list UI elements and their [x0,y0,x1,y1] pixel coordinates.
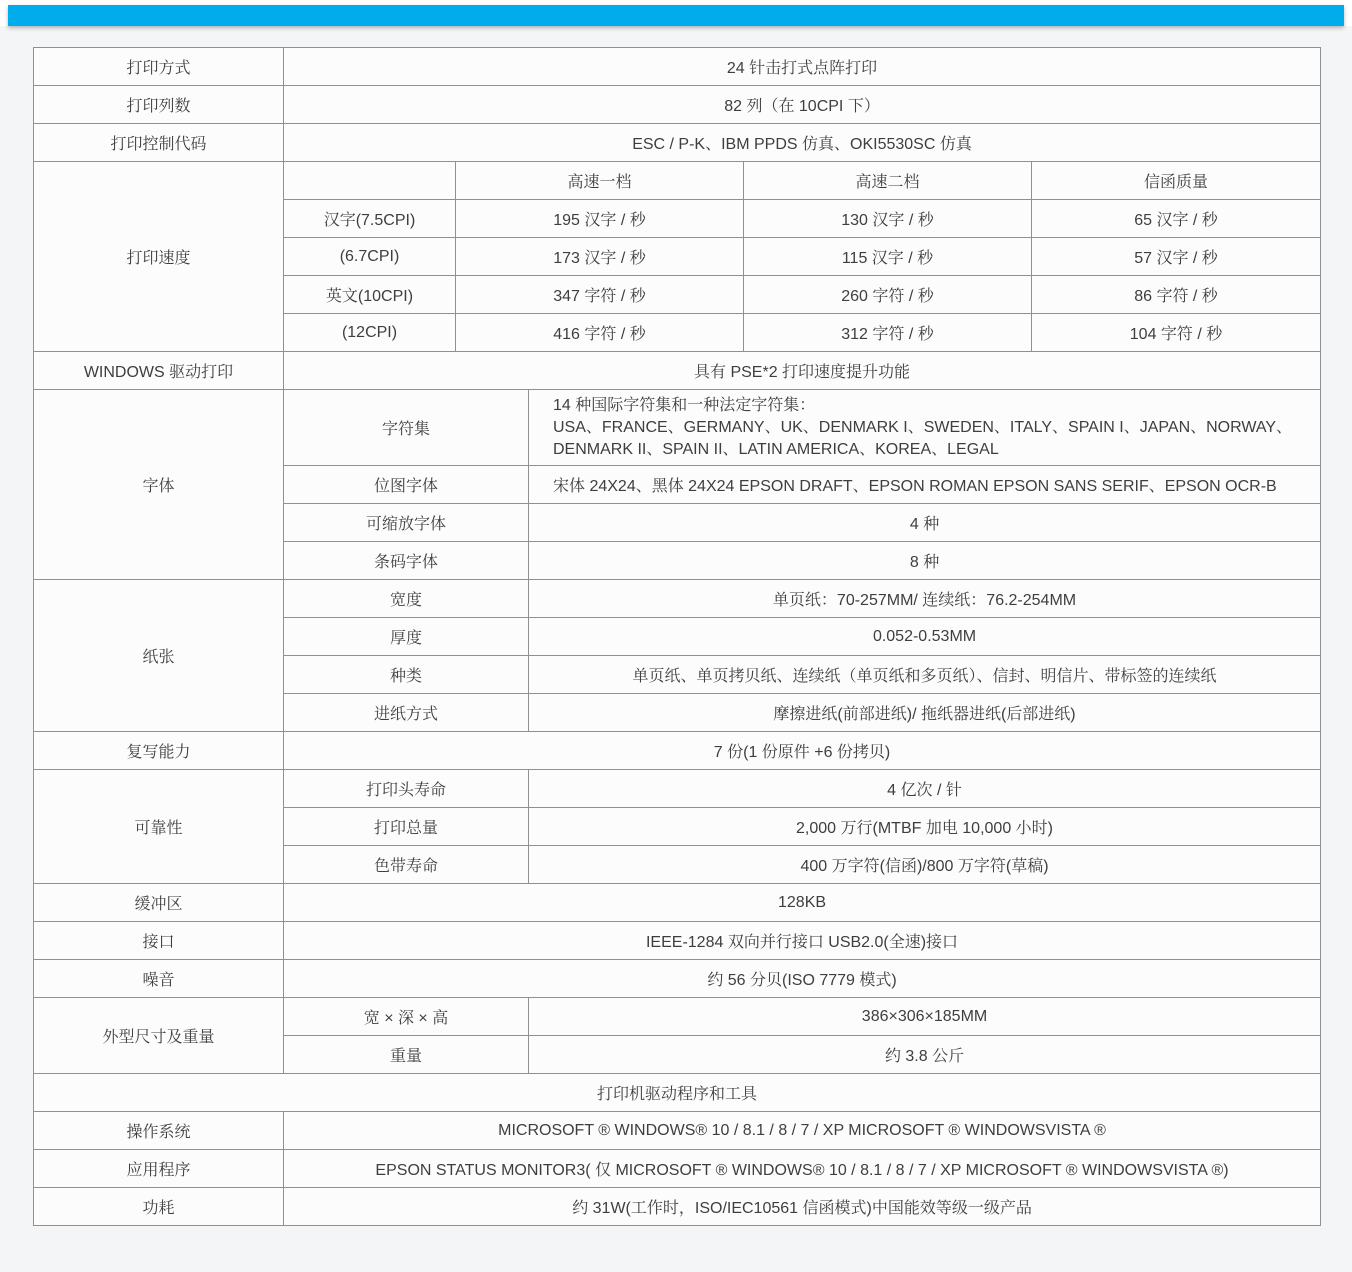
speed-sublabel-cn67: (6.7CPI) [284,238,456,276]
value-head-life: 4 亿次 / 针 [529,770,1321,808]
speed-sublabel-en12: (12CPI) [284,314,456,352]
value-charset [529,390,1321,466]
sublabel-paper-types: 种类 [284,656,529,694]
sublabel-ribbon-life: 色带寿命 [284,846,529,884]
value-bitmap-font: 宋体 24X24、黑体 24X24 EPSON DRAFT、EPSON ROMAN EPSON SANS SERIF、EPSON OCR-B [529,466,1321,504]
sublabel-barcode-font: 条码字体 [284,542,529,580]
row-label-control-code: 打印控制代码 [34,124,284,162]
speed-value: 57 汉字 / 秒 [1032,238,1321,276]
sublabel-paper-thickness: 厚度 [284,618,529,656]
speed-value: 173 汉字 / 秒 [456,238,744,276]
value-size: 386×306×185MM [529,998,1321,1036]
row-label-buffer: 缓冲区 [34,884,284,922]
row-buffer [34,884,1321,922]
sublabel-paper-feed: 进纸方式 [284,694,529,732]
charset-line-3: DENMARK II、SPAIN II、LATIN AMERICA、KOREA、LEGAL [553,440,999,458]
charset-line-2: USA、FRANCE、GERMANY、UK、DENMARK I、SWEDEN、ITALY、SPAIN I、JAPAN、NORWAY、 [553,418,1293,436]
row-interface [34,922,1321,960]
value-paper-width: 单页纸：70-257MM/ 连续纸：76.2-254MM [529,580,1321,618]
row-power [34,1188,1321,1226]
row-drivers-tools [34,1074,1321,1112]
row-font-charset [34,390,1321,466]
section-header-drivers-tools: 打印机驱动程序和工具 [34,1074,1321,1112]
row-label-paper: 纸张 [34,580,284,732]
speed-value: 416 字符 / 秒 [456,314,744,352]
speed-value: 130 汉字 / 秒 [744,200,1032,238]
value-weight: 约 3.8 公斤 [529,1036,1321,1074]
sublabel-paper-width: 宽度 [284,580,529,618]
value-copy-capability: 7 份(1 份原件 +6 份拷贝) [284,732,1321,770]
header-accent-bar [8,5,1344,26]
row-noise [34,960,1321,998]
speed-value: 86 字符 / 秒 [1032,276,1321,314]
speed-value: 104 字符 / 秒 [1032,314,1321,352]
value-scalable-font: 4 种 [529,504,1321,542]
row-dimensions-size [34,998,1321,1036]
row-os [34,1112,1321,1150]
value-paper-feed: 摩擦进纸(前部进纸)/ 拖纸器进纸(后部进纸) [529,694,1321,732]
value-ribbon-life: 400 万字符(信函)/800 万字符(草稿) [529,846,1321,884]
row-label-print-columns: 打印列数 [34,86,284,124]
row-apps [34,1150,1321,1188]
row-label-print-method: 打印方式 [34,48,284,86]
sublabel-charset: 字符集 [284,390,529,466]
row-print-method [34,48,1321,86]
charset-line-1: 14 种国际字符集和一种法定字符集： [553,396,816,414]
row-label-power: 功耗 [34,1188,284,1226]
sublabel-scalable-font: 可缩放字体 [284,504,529,542]
speed-value: 115 汉字 / 秒 [744,238,1032,276]
row-reliability-head-life [34,770,1321,808]
sublabel-head-life: 打印头寿命 [284,770,529,808]
row-label-print-speed: 打印速度 [34,162,284,352]
speed-sublabel-empty-cell [284,162,456,200]
row-paper-width [34,580,1321,618]
row-label-reliability: 可靠性 [34,770,284,884]
row-label-copy-capability: 复写能力 [34,732,284,770]
row-print-columns [34,86,1321,124]
speed-value: 195 汉字 / 秒 [456,200,744,238]
row-label-dimensions: 外型尺寸及重量 [34,998,284,1074]
speed-col-header-letter: 信函质量 [1032,162,1321,200]
speed-value: 312 字符 / 秒 [744,314,1032,352]
speed-col-header-high1: 高速一档 [456,162,744,200]
speed-col-header-high2: 高速二档 [744,162,1032,200]
row-copy-capability [34,732,1321,770]
value-print-method: 24 针击打式点阵打印 [284,48,1321,86]
speed-sublabel-en10: 英文(10CPI) [284,276,456,314]
value-noise: 约 56 分贝(ISO 7779 模式) [284,960,1321,998]
row-label-os: 操作系统 [34,1112,284,1150]
value-apps: EPSON STATUS MONITOR3( 仅 MICROSOFT ® WINDOWS® 10 / 8.1 / 8 / 7 / XP MICROSOFT ® WINDOWSVISTA ®) [284,1150,1321,1188]
sublabel-bitmap-font: 位图字体 [284,466,529,504]
value-power: 约 31W(工作时，ISO/IEC10561 信函模式)中国能效等级一级产品 [284,1188,1321,1226]
value-print-columns: 82 列（在 10CPI 下） [284,86,1321,124]
row-speed-header [34,162,1321,200]
page-top-band [0,0,1352,26]
sublabel-size: 宽 × 深 × 高 [284,998,529,1036]
speed-value: 65 汉字 / 秒 [1032,200,1321,238]
value-interface: IEEE-1284 双向并行接口 USB2.0(全速)接口 [284,922,1321,960]
value-paper-types: 单页纸、单页拷贝纸、连续纸（单页纸和多页纸）、信封、明信片、带标签的连续纸 [529,656,1321,694]
row-control-code [34,124,1321,162]
value-print-volume: 2,000 万行(MTBF 加电 10,000 小时) [529,808,1321,846]
value-windows-driver: 具有 PSE*2 打印速度提升功能 [284,352,1321,390]
speed-value: 347 字符 / 秒 [456,276,744,314]
row-label-apps: 应用程序 [34,1150,284,1188]
speed-value: 260 字符 / 秒 [744,276,1032,314]
sublabel-print-volume: 打印总量 [284,808,529,846]
row-windows-driver [34,352,1321,390]
row-label-noise: 噪音 [34,960,284,998]
sublabel-weight: 重量 [284,1036,529,1074]
value-paper-thickness: 0.052-0.53MM [529,618,1321,656]
row-label-interface: 接口 [34,922,284,960]
value-buffer: 128KB [284,884,1321,922]
value-control-code: ESC / P-K、IBM PPDS 仿真、OKI5530SC 仿真 [284,124,1321,162]
value-os: MICROSOFT ® WINDOWS® 10 / 8.1 / 8 / 7 / XP MICROSOFT ® WINDOWSVISTA ® [284,1112,1321,1150]
row-label-windows-driver: WINDOWS 驱动打印 [34,352,284,390]
value-barcode-font: 8 种 [529,542,1321,580]
row-label-font: 字体 [34,390,284,580]
speed-sublabel-cn75: 汉字(7.5CPI) [284,200,456,238]
printer-spec-table [33,47,1321,1226]
